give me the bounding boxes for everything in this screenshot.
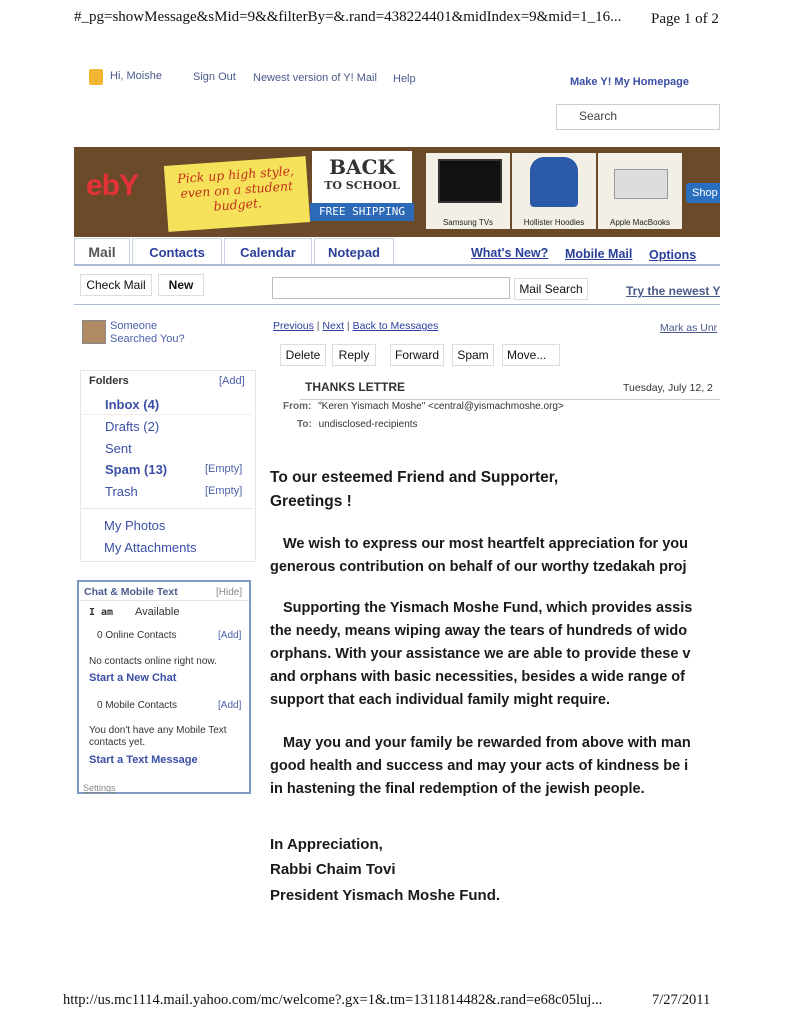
options-link[interactable]: Options bbox=[649, 248, 697, 262]
sign-out-link[interactable]: Sign Out bbox=[193, 71, 236, 83]
tv-image bbox=[438, 159, 502, 203]
toolbar-divider bbox=[74, 304, 720, 305]
message-date: Tuesday, July 12, 2 bbox=[623, 382, 713, 394]
back-label: BACK bbox=[329, 155, 395, 179]
folders-title: Folders bbox=[89, 375, 129, 387]
tab-underline bbox=[74, 264, 720, 266]
mobile-mail-link[interactable]: Mobile Mail bbox=[565, 247, 633, 261]
hollister-label: Hollister Hoodies bbox=[523, 218, 585, 227]
someone-searched-link[interactable]: Someone Searched You? bbox=[110, 320, 185, 345]
add-online-contact-link[interactable]: [Add] bbox=[218, 630, 242, 641]
free-shipping-label: FREE SHIPPING bbox=[310, 203, 414, 221]
paragraph-3-line-3: in hastening the final redemption of the jewish people. bbox=[270, 781, 645, 797]
hide-chat-link[interactable]: [Hide] bbox=[216, 587, 243, 598]
mobile-contacts-count: 0 Mobile Contacts bbox=[97, 700, 178, 711]
add-folder-link[interactable]: [Add] bbox=[219, 375, 245, 387]
greeting bbox=[110, 70, 162, 82]
apple-macbook-tile[interactable] bbox=[598, 153, 682, 229]
print-date: 7/27/2011 bbox=[652, 992, 711, 1008]
mail-search-input[interactable] bbox=[272, 277, 510, 299]
tab-mail[interactable]: Mail bbox=[74, 238, 130, 265]
i-am-label: I am bbox=[89, 607, 114, 618]
help-link[interactable]: Help bbox=[393, 73, 416, 85]
paragraph-2-line-3: orphans. With your assistance we are able to provide these v bbox=[270, 646, 691, 662]
folder-sent[interactable]: Sent bbox=[105, 441, 132, 456]
mail-search-button[interactable]: Mail Search bbox=[514, 278, 588, 300]
chat-title: Chat & Mobile Text bbox=[84, 586, 178, 598]
samsung-tv-label: Samsung TVs bbox=[442, 218, 494, 227]
avatar bbox=[82, 320, 106, 344]
chat-settings-link[interactable]: Settings bbox=[83, 783, 116, 793]
spam-button[interactable]: Spam bbox=[452, 344, 494, 366]
signer-name: Rabbi Chaim Tovi bbox=[270, 861, 396, 878]
previous-link[interactable]: Previous bbox=[273, 320, 314, 332]
message-subject: THANKS LETTRE bbox=[305, 380, 405, 394]
whats-new-link[interactable]: What's New? bbox=[471, 246, 549, 260]
try-newest-link[interactable]: Try the newest Y bbox=[626, 284, 720, 298]
chat-title-divider bbox=[80, 600, 249, 601]
forward-button[interactable]: Forward bbox=[390, 344, 444, 366]
to-row bbox=[297, 419, 418, 430]
from-label: From: bbox=[283, 401, 312, 412]
make-homepage-link[interactable]: Make Y! My Homepage bbox=[570, 76, 690, 88]
status-dropdown[interactable]: Available bbox=[135, 606, 180, 618]
folder-spam[interactable]: Spam (13) bbox=[105, 462, 168, 477]
my-attachments-link[interactable]: My Attachments bbox=[104, 540, 197, 555]
from-address: "Keren Yismach Moshe" <central@yismachmoshe.org> bbox=[318, 401, 564, 412]
paragraph-2-line-4: and orphans with basic necessities, besides a wide range of bbox=[270, 669, 685, 685]
from-row bbox=[283, 401, 564, 412]
tab-calendar[interactable]: Calendar bbox=[224, 238, 312, 265]
signer-title: President Yismach Moshe Fund. bbox=[270, 887, 501, 904]
hollister-hoodie-tile[interactable] bbox=[512, 153, 596, 229]
folder-inbox[interactable]: Inbox (4) bbox=[105, 397, 160, 412]
mark-unread-link[interactable]: Mark as Unr bbox=[660, 322, 718, 334]
search-button[interactable]: Search bbox=[579, 109, 618, 123]
print-url-header: #_pg=showMessage&sMid=9&&filterBy=&.rand=438224401&midIndex=9&mid=1_16... bbox=[74, 9, 622, 25]
shop-button[interactable]: Shop bbox=[686, 183, 720, 203]
paragraph-3-line-1: May you and your family be rewarded from above with man bbox=[283, 735, 691, 751]
ebay-logo: ebY bbox=[86, 169, 139, 202]
empty-spam-link[interactable]: [Empty] bbox=[205, 463, 243, 475]
paragraph-1-line-1: We wish to express our most heartfelt appreciation for you bbox=[283, 536, 689, 552]
move-button[interactable]: Move... bbox=[502, 344, 560, 366]
yahoo-y-icon bbox=[89, 69, 103, 85]
closing: In Appreciation, bbox=[270, 836, 383, 853]
next-link[interactable]: Next bbox=[322, 320, 345, 332]
folders-divider bbox=[82, 508, 252, 509]
newest-version-link[interactable]: Newest version of Y! Mail bbox=[253, 72, 377, 84]
paragraph-2-line-1: Supporting the Yismach Moshe Fund, which provides assis bbox=[283, 600, 693, 616]
paragraph-1-line-2: generous contribution on behalf of our worthy tzedakah proj bbox=[270, 559, 687, 575]
tab-contacts[interactable]: Contacts bbox=[132, 238, 222, 265]
macbook-label: Apple MacBooks bbox=[609, 218, 671, 227]
folder-drafts[interactable]: Drafts (2) bbox=[105, 419, 160, 434]
to-address: undisclosed-recipients bbox=[318, 419, 418, 430]
search-box[interactable] bbox=[556, 104, 720, 130]
paragraph-2-line-5: support that each individual family might require. bbox=[270, 692, 610, 708]
start-text-link[interactable]: Start a Text Message bbox=[89, 754, 198, 766]
message-nav: Previous | Next | Back to Messages bbox=[273, 320, 439, 332]
to-school-label: TO SCHOOL bbox=[324, 179, 400, 192]
no-mobile-text: You don't have any Mobile Text contacts yet. bbox=[89, 725, 227, 748]
paragraph-3-line-2: good health and success and may your acts of kindness be i bbox=[270, 758, 689, 774]
online-contacts-count: 0 Online Contacts bbox=[97, 630, 177, 641]
reply-button[interactable]: Reply bbox=[332, 344, 376, 366]
banner-tagline-card bbox=[164, 156, 310, 232]
to-label: To: bbox=[297, 419, 312, 430]
paragraph-2-line-2: the needy, means wiping away the tears of hundreds of wido bbox=[270, 623, 688, 639]
back-to-messages-link[interactable]: Back to Messages bbox=[352, 320, 439, 332]
start-chat-link[interactable]: Start a New Chat bbox=[89, 672, 177, 684]
new-button[interactable]: New bbox=[158, 274, 204, 296]
tab-notepad[interactable]: Notepad bbox=[314, 238, 394, 265]
page-number: Page 1 of 2 bbox=[651, 11, 719, 27]
empty-trash-link[interactable]: [Empty] bbox=[205, 485, 243, 497]
check-mail-button[interactable]: Check Mail bbox=[80, 274, 152, 296]
samsung-tv-tile[interactable] bbox=[426, 153, 510, 229]
no-online-text: No contacts online right now. bbox=[89, 656, 217, 667]
delete-button[interactable]: Delete bbox=[280, 344, 326, 366]
banner-tagline: Pick up high style, even on a student budget. bbox=[176, 162, 295, 214]
print-url-footer: http://us.mc1114.mail.yahoo.com/mc/welcome?.gx=1&.tm=1311814482&.rand=e68c05luj... bbox=[63, 992, 603, 1008]
hoodie-image bbox=[530, 157, 578, 207]
greeting-line: Greetings ! bbox=[270, 493, 352, 510]
folder-trash[interactable]: Trash bbox=[105, 484, 138, 499]
subject-divider bbox=[300, 399, 720, 400]
ebay-ad-banner[interactable] bbox=[74, 147, 720, 237]
laptop-image bbox=[614, 169, 668, 199]
salutation: To our esteemed Friend and Supporter, bbox=[270, 469, 559, 486]
my-photos-link[interactable]: My Photos bbox=[104, 518, 166, 533]
add-mobile-contact-link[interactable]: [Add] bbox=[218, 700, 242, 711]
greeting-text: Hi, Moishe bbox=[110, 70, 162, 82]
